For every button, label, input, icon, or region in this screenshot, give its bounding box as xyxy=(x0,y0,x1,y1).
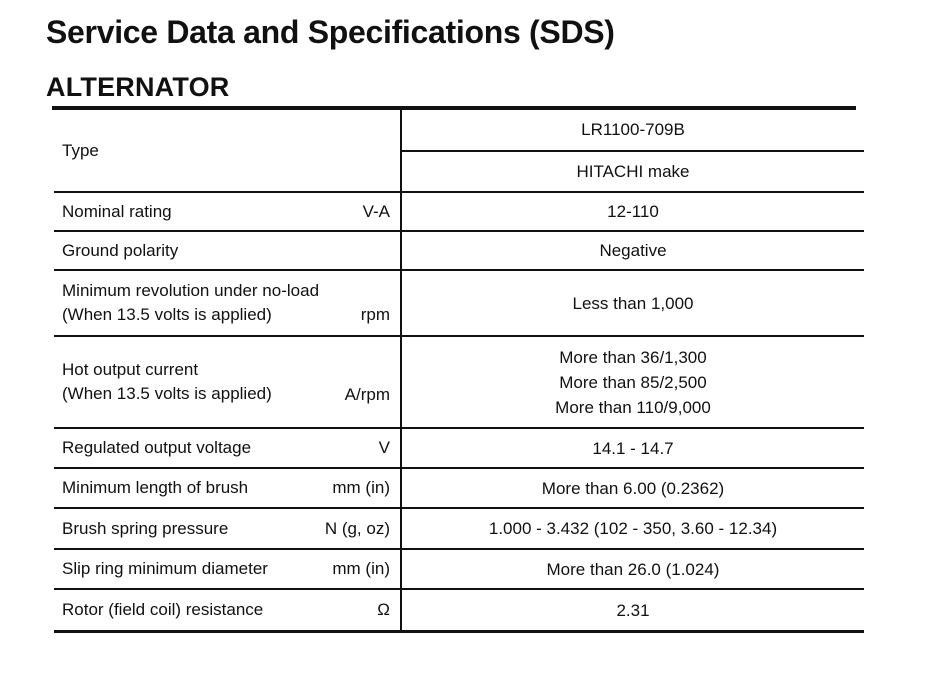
row-value-cell xyxy=(402,590,864,630)
row-label: Rotor (field coil) resistance xyxy=(62,600,264,619)
row-label-cell xyxy=(54,271,402,335)
row-label: Minimum revolution under no-load (When 13.5 volts is applied) xyxy=(62,281,320,324)
table-row-nominal-rating xyxy=(54,193,864,232)
table-row-regulated-voltage xyxy=(54,429,864,469)
row-label: Type xyxy=(62,140,99,160)
row-value: More than 36/1,300 xyxy=(559,347,707,367)
row-unit: V xyxy=(378,438,390,457)
row-label: Ground polarity xyxy=(62,240,179,260)
table-row-brush-spring-pressure xyxy=(54,509,864,550)
table-row-rotor-resistance xyxy=(54,590,864,633)
table-row-type xyxy=(54,110,864,193)
row-label-cell xyxy=(54,429,402,467)
section-title: ALTERNATOR xyxy=(46,72,230,102)
row-value: 2.31 xyxy=(616,600,650,620)
table-row-slip-ring-diameter xyxy=(54,550,864,590)
row-label-cell xyxy=(54,550,402,588)
row-value: More than 110/9,000 xyxy=(555,397,711,417)
row-unit: N (g, oz) xyxy=(324,518,390,538)
row-unit: A/rpm xyxy=(344,385,390,404)
row-value: 12-110 xyxy=(607,202,659,221)
row-label: Minimum length of brush xyxy=(62,478,249,497)
row-label-cell xyxy=(54,509,402,548)
row-label: Hot output current (When 13.5 volts is applied) xyxy=(62,360,272,403)
row-unit: Ω xyxy=(377,600,390,619)
row-value-cell xyxy=(402,337,864,427)
row-label-cell xyxy=(54,232,402,269)
row-label-cell xyxy=(54,193,402,230)
row-value-cell xyxy=(402,271,864,335)
row-value-cell xyxy=(402,110,864,191)
row-value: 1.000 - 3.432 (102 - 350, 3.60 - 12.34) xyxy=(488,519,778,538)
row-label: Brush spring pressure xyxy=(62,518,229,538)
row-label: Nominal rating xyxy=(62,201,172,221)
row-value: HITACHI make xyxy=(576,161,690,181)
row-label-cell xyxy=(54,590,402,630)
row-unit: mm (in) xyxy=(332,478,390,497)
row-value-cell xyxy=(402,232,864,269)
row-unit: V-A xyxy=(362,201,390,221)
page-title: Service Data and Specifications (SDS) xyxy=(46,14,615,50)
row-value-cell xyxy=(402,509,864,548)
row-unit: rpm xyxy=(360,305,390,324)
row-label-cell xyxy=(54,469,402,507)
row-label: Slip ring minimum diameter xyxy=(62,559,268,578)
table-row-hot-output-current xyxy=(54,337,864,429)
row-value-cell xyxy=(402,429,864,467)
row-value: More than 6.00 (0.2362) xyxy=(541,478,725,498)
row-value-cell xyxy=(402,550,864,588)
row-value: More than 26.0 (1.024) xyxy=(546,559,720,579)
table-row-ground-polarity xyxy=(54,232,864,271)
row-value: Less than 1,000 xyxy=(572,293,694,313)
row-value: 14.1 - 14.7 xyxy=(592,438,674,458)
row-label: Regulated output voltage xyxy=(62,438,252,457)
row-value: More than 85/2,500 xyxy=(559,372,707,392)
row-value-cell xyxy=(402,469,864,507)
table-row-brush-length xyxy=(54,469,864,509)
row-label-cell xyxy=(54,110,402,191)
row-label-cell xyxy=(54,337,402,427)
row-value: LR1100-709B xyxy=(402,110,864,152)
row-value: Negative xyxy=(599,241,667,260)
specifications-table xyxy=(54,110,864,633)
table-row-minimum-revolution xyxy=(54,271,864,337)
row-unit: mm (in) xyxy=(332,559,390,578)
row-value-cell xyxy=(402,193,864,230)
